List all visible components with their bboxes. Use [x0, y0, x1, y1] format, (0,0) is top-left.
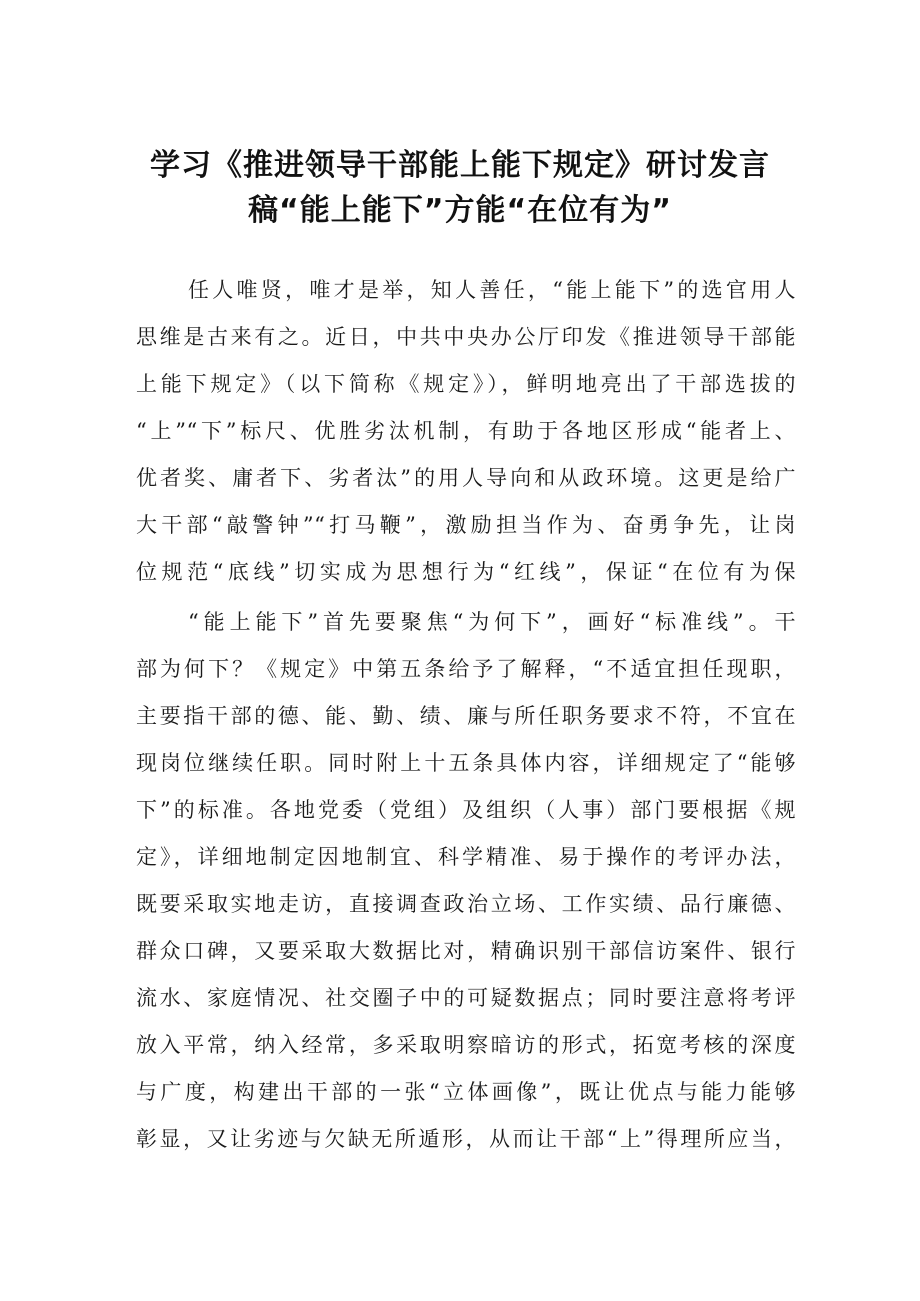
- paragraph-2-line-9: 流水、家庭情况、社交圈子中的可疑数据点；同时要注意将考评: [136, 986, 796, 1010]
- paragraph-1-line-5: 优者奖、庸者下、劣者汰”的用人导向和从政环境。这更是给广: [136, 466, 796, 490]
- document-title-line-2: 稿“能上能下”方能“在位有为”: [248, 193, 672, 228]
- paragraph-1-line-4: “上”“下”标尺、优胜劣汰机制，有助于各地区形成“能者上、: [136, 419, 796, 443]
- paragraph-2-line-2: 部为何下？《规定》中第五条给予了解释，“不适宜担任现职，: [136, 657, 796, 681]
- paragraph-1-line-7: 位规范“底线”切实成为思想行为“红线”，保证“在位有为保: [136, 560, 796, 584]
- paragraph-2-line-3: 主要指干部的德、能、勤、绩、廉与所任职务要求不符，不宜在: [136, 704, 796, 728]
- paragraph-2-line-7: 既要采取实地走访，直接调查政治立场、工作实绩、品行廉德、: [136, 892, 796, 916]
- paragraph-1-line-6: 大干部“敲警钟”“打马鞭”，激励担当作为、奋勇争先，让岗: [136, 513, 796, 537]
- paragraph-2-line-12: 彰显，又让劣迹与欠缺无所遁形，从而让干部“上”得理所应当，: [136, 1127, 796, 1151]
- paragraph-1-line-1: 任人唯贤，唯才是举，知人善任，“能上能下”的选官用人: [188, 278, 796, 302]
- paragraph-2-line-4: 现岗位继续任职。同时附上十五条具体内容，详细规定了“能够: [136, 751, 796, 775]
- paragraph-2-line-8: 群众口碑，又要采取大数据比对，精确识别干部信访案件、银行: [136, 939, 796, 963]
- paragraph-2-line-1: “能上能下”首先要聚焦“为何下”，画好“标准线”。干: [188, 610, 796, 634]
- paragraph-2-line-5: 下”的标准。各地党委（党组）及组织（人事）部门要根据《规: [136, 798, 796, 822]
- paragraph-1-line-3: 上能下规定》（以下简称《规定》），鲜明地亮出了干部选拔的: [136, 372, 796, 396]
- paragraph-2-line-11: 与广度，构建出干部的一张“立体画像”，既让优点与能力能够: [136, 1080, 796, 1104]
- document-title-line-1: 学习《推进领导干部能上能下规定》研讨发言: [150, 148, 770, 183]
- paragraph-2-line-6: 定》，详细地制定因地制宜、科学精准、易于操作的考评办法，: [136, 845, 796, 869]
- paragraph-1-line-2: 思维是古来有之。近日，中共中央办公厅印发《推进领导干部能: [136, 325, 796, 349]
- paragraph-2-line-10: 放入平常，纳入经常，多采取明察暗访的形式，拓宽考核的深度: [136, 1033, 796, 1057]
